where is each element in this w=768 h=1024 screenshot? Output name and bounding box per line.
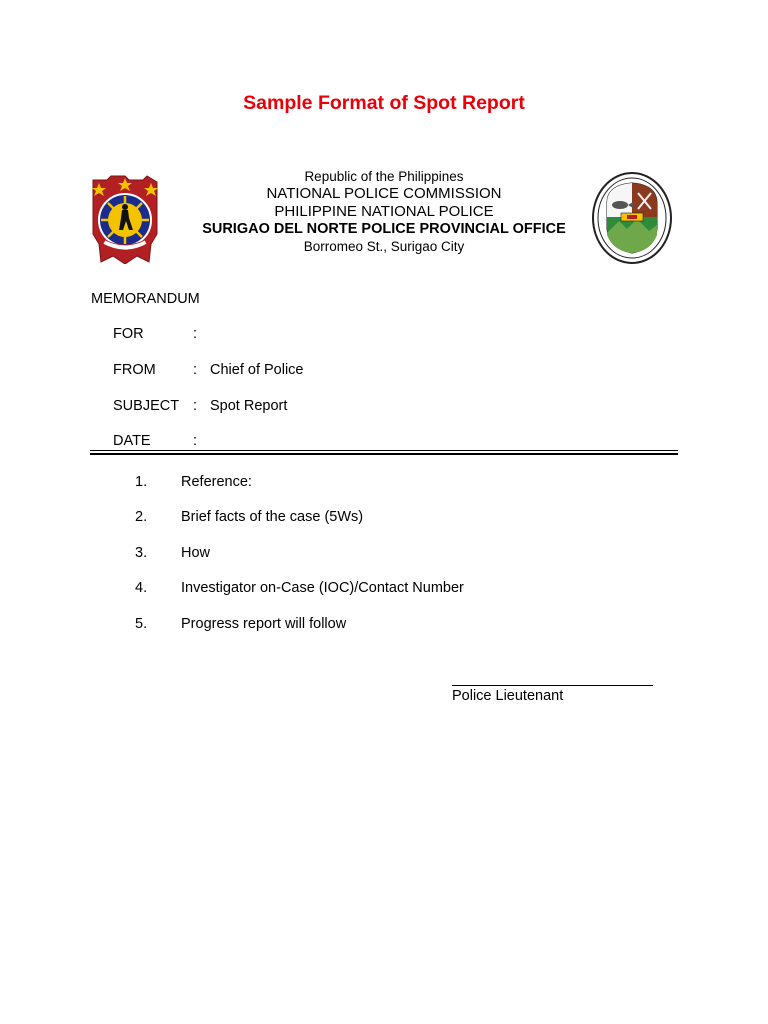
signature-line [452, 685, 653, 686]
memo-heading: MEMORANDUM [91, 291, 200, 307]
list-item: How [181, 545, 211, 561]
header-commission: NATIONAL POLICE COMMISSION [266, 185, 502, 202]
field-for-colon: : [193, 326, 198, 342]
field-from-value: Chief of Police [210, 362, 304, 378]
header-divider-thick [90, 453, 678, 455]
list-item-number: 5. [135, 616, 148, 632]
field-for-label: FOR [113, 326, 144, 342]
list-item: Reference: [181, 474, 252, 490]
provincial-office-seal [591, 171, 673, 270]
list-item-number: 4. [135, 580, 148, 596]
field-subject-value: Spot Report [210, 398, 288, 414]
header-agency: PHILIPPINE NATIONAL POLICE [274, 203, 494, 220]
field-from-colon: : [193, 362, 198, 378]
list-item: Progress report will follow [181, 616, 347, 632]
pnp-logo [89, 174, 161, 269]
field-from-label: FROM [113, 362, 156, 378]
document-title: Sample Format of Spot Report [243, 92, 525, 114]
list-item-number: 1. [135, 474, 148, 490]
list-item-number: 2. [135, 509, 148, 525]
header-office: SURIGAO DEL NORTE POLICE PROVINCIAL OFFICE [202, 221, 566, 237]
field-date-label: DATE [113, 433, 151, 449]
header-country: Republic of the Philippines [304, 169, 464, 184]
field-subject-colon: : [193, 398, 198, 414]
list-item-number: 3. [135, 545, 148, 561]
list-item: Brief facts of the case (5Ws) [181, 509, 364, 525]
list-item: Investigator on-Case (IOC)/Contact Number [181, 580, 464, 596]
field-date-colon: : [193, 433, 198, 449]
header-address: Borromeo St., Surigao City [303, 239, 465, 254]
field-subject-label: SUBJECT [113, 398, 180, 414]
header-divider-thin [90, 450, 678, 451]
signatory-title: Police Lieutenant [452, 688, 564, 704]
